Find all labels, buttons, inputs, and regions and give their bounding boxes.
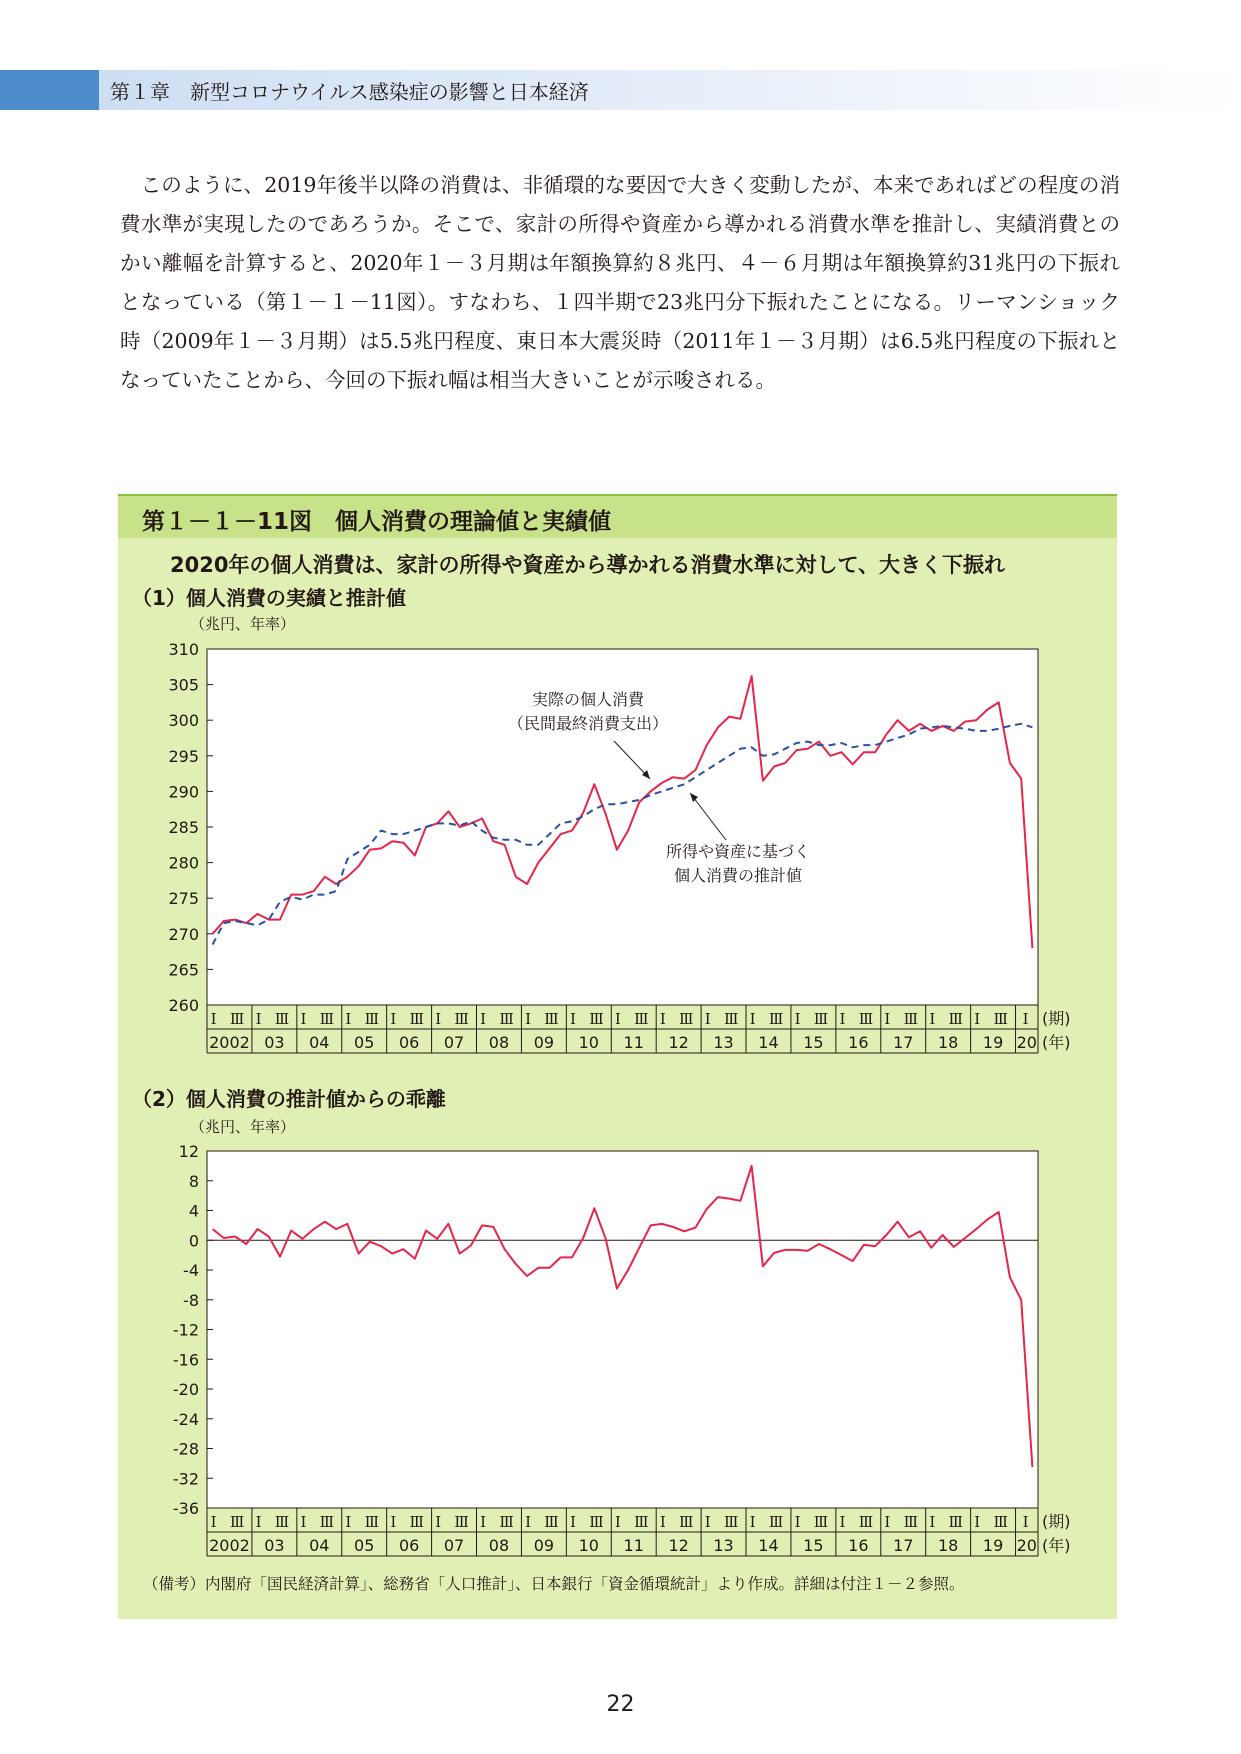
panel1-quarter-label: Ⅰ bbox=[614, 1010, 621, 1028]
panel1-quarter-label: Ⅲ bbox=[274, 1010, 290, 1028]
panel2-ytick-label: -32 bbox=[172, 1469, 199, 1489]
panel2-year-label: 11 bbox=[623, 1536, 644, 1555]
panel2-quarter-label: Ⅰ bbox=[300, 1513, 307, 1531]
panel2-quarter-label: Ⅲ bbox=[634, 1513, 649, 1531]
panel2-year-label: 13 bbox=[713, 1536, 734, 1555]
panel2-quarter-label: Ⅰ bbox=[435, 1513, 442, 1531]
panel1-ytick-label: 310 bbox=[168, 640, 199, 659]
panel1-year-label: 09 bbox=[533, 1033, 555, 1052]
panel2-title: （2）個人消費の推計値からの乖離 bbox=[132, 1087, 446, 1111]
chapter-title: 第１章 新型コロナウイルス感染症の影響と日本経済 bbox=[110, 80, 589, 104]
page-number: 22 bbox=[606, 1692, 635, 1717]
panel1-quarter-label: Ⅰ bbox=[480, 1010, 487, 1028]
panel1-quarter-label: Ⅰ bbox=[1022, 1010, 1029, 1028]
panel1-quarter-label: Ⅰ bbox=[210, 1010, 217, 1028]
panel1-quarter-label: Ⅲ bbox=[948, 1010, 964, 1028]
panel2-quarter-label: Ⅰ bbox=[390, 1513, 397, 1531]
panel2-ytick-label: -24 bbox=[172, 1409, 199, 1429]
panel2-quarter-label: Ⅲ bbox=[993, 1513, 1008, 1531]
panel1-quarter-label: Ⅰ bbox=[255, 1010, 262, 1028]
panel1-ytick-label: 265 bbox=[168, 960, 199, 980]
panel2-period-unit: (期) bbox=[1042, 1512, 1071, 1531]
panel1-quarter-label: Ⅰ bbox=[569, 1010, 576, 1028]
panel2-year-label: 05 bbox=[354, 1536, 375, 1555]
panel2-quarter-label: Ⅲ bbox=[229, 1513, 245, 1531]
annotation-actual-line1: 実際の個人消費 bbox=[531, 690, 645, 709]
panel1-quarter-label: Ⅲ bbox=[858, 1010, 874, 1028]
panel2-year-label: 14 bbox=[758, 1536, 779, 1555]
panel2-quarter-label: Ⅲ bbox=[409, 1513, 424, 1531]
panel1-year-label: 16 bbox=[848, 1033, 869, 1052]
panel1-period-unit: (期) bbox=[1042, 1009, 1071, 1028]
panel2-quarter-label: Ⅰ bbox=[255, 1513, 262, 1531]
panel1-year-label: 20 bbox=[1016, 1033, 1037, 1052]
panel1-quarter-label: Ⅲ bbox=[679, 1010, 694, 1028]
panel1-quarter-label: Ⅰ bbox=[749, 1010, 756, 1028]
panel1-quarter-label: Ⅰ bbox=[794, 1010, 801, 1028]
panel1-year-label: 13 bbox=[713, 1033, 734, 1052]
panel1-quarter-label: Ⅲ bbox=[993, 1010, 1008, 1028]
panel2-ytick-label: 8 bbox=[188, 1171, 199, 1191]
panel2-year-label: 08 bbox=[488, 1536, 510, 1555]
panel1-quarter-label: Ⅰ bbox=[974, 1010, 981, 1028]
panel2-quarter-label: Ⅲ bbox=[768, 1513, 784, 1531]
panel1-year-label: 06 bbox=[398, 1033, 420, 1052]
panel1-year-label: 15 bbox=[803, 1033, 824, 1052]
panel2-quarter-label: Ⅰ bbox=[659, 1513, 666, 1531]
panel1-ytick-label: 285 bbox=[168, 818, 199, 837]
figure-subtitle: 2020年の個人消費は、家計の所得や資産から導かれる消費水準に対して、大きく下振れ bbox=[170, 553, 1006, 577]
panel1-ytick-label: 280 bbox=[168, 853, 199, 873]
panel2-quarter-label: Ⅲ bbox=[903, 1513, 919, 1531]
panel2-year-label: 18 bbox=[937, 1536, 959, 1555]
panel1-year-label: 17 bbox=[893, 1033, 914, 1052]
panel1-quarter-label: Ⅰ bbox=[390, 1010, 397, 1028]
panel2-quarter-label: Ⅲ bbox=[723, 1513, 739, 1531]
panel2-quarter-label: Ⅲ bbox=[813, 1513, 829, 1531]
panel2-ytick-label: -16 bbox=[172, 1350, 199, 1370]
panel1-quarter-label: Ⅲ bbox=[499, 1010, 514, 1028]
panel1-year-label: 07 bbox=[443, 1033, 465, 1052]
panel1-quarter-label: Ⅰ bbox=[704, 1010, 711, 1028]
panel2-quarter-label: Ⅰ bbox=[704, 1513, 711, 1531]
panel2-quarter-label: Ⅰ bbox=[839, 1513, 846, 1531]
panel2-ytick-label: 12 bbox=[178, 1142, 199, 1161]
panel2-year-label: 17 bbox=[893, 1536, 914, 1555]
panel2-plot-area bbox=[207, 1151, 1038, 1508]
panel1-quarter-label: Ⅰ bbox=[435, 1010, 442, 1028]
panel1-quarter-label: Ⅲ bbox=[229, 1010, 245, 1028]
panel2-quarter-label: Ⅰ bbox=[210, 1513, 217, 1531]
panel1-year-label: 18 bbox=[937, 1033, 959, 1052]
panel1-year-label: 12 bbox=[668, 1033, 689, 1052]
panel1-quarter-label: Ⅰ bbox=[929, 1010, 936, 1028]
panel2-quarter-label: Ⅲ bbox=[858, 1513, 874, 1531]
panel2-quarter-label: Ⅲ bbox=[589, 1513, 604, 1531]
panel1-ytick-label: 275 bbox=[168, 889, 199, 909]
panel2-year-label: 10 bbox=[578, 1536, 599, 1555]
panel2-year-label: 16 bbox=[848, 1536, 869, 1555]
panel2-year-label: 15 bbox=[803, 1536, 824, 1555]
panel2-year-label: 19 bbox=[982, 1536, 1004, 1555]
panel1-title: （1）個人消費の実績と推計値 bbox=[132, 586, 406, 610]
panel1-quarter-label: Ⅲ bbox=[813, 1010, 829, 1028]
panel2-year-label: 06 bbox=[398, 1536, 420, 1555]
panel1-quarter-label: Ⅰ bbox=[525, 1010, 532, 1028]
panel1-year-label: 2002 bbox=[209, 1033, 250, 1052]
panel2-ytick-label: -20 bbox=[172, 1380, 199, 1399]
body-paragraph-text: このように、2019年後半以降の消費は、非循環的な要因で大きく変動したが、本来であればどの程度の消費水準が実現したのであろうか。そこで、家計の所得や資産から導かれる消費水準を推計し、実績消費とのかい離幅を計算すると、2020年１－３月期は年額換算約８兆円、４－６月期は年額換算約31兆円の下振れとなっている（第１－１－11図）。すなわち、１四半期で23兆円分下振れたことになる。リーマンショック時（2009年１－３月期）は5.5兆円程度、東日本大震災時（2011年１－３月期）は6.5兆円程度の下振れとなっていたことから、今回の下振れ幅は相当大きいことが示唆される。 bbox=[120, 173, 1121, 392]
panel1-ytick-label: 260 bbox=[168, 996, 199, 1015]
panel2-quarter-label: Ⅰ bbox=[480, 1513, 487, 1531]
panel2-year-label: 2002 bbox=[209, 1536, 250, 1555]
panel1-year-label: 08 bbox=[488, 1033, 510, 1052]
panel2-ytick-label: -28 bbox=[172, 1439, 199, 1459]
panel1-year-label: 14 bbox=[758, 1033, 779, 1052]
panel1-ytick-label: 305 bbox=[168, 675, 199, 695]
panel2-ytick-label: -12 bbox=[172, 1320, 199, 1340]
panel1-ytick-label: 290 bbox=[168, 782, 199, 802]
panel2-quarter-label: Ⅰ bbox=[614, 1513, 621, 1531]
panel2-year-label: 09 bbox=[533, 1536, 555, 1555]
panel1-quarter-label: Ⅲ bbox=[589, 1010, 604, 1028]
panel1-year-unit: (年) bbox=[1042, 1033, 1071, 1052]
panel1-unit-label: （兆円、年率） bbox=[190, 615, 296, 633]
panel2-quarter-label: Ⅰ bbox=[974, 1513, 981, 1531]
panel1-year-label: 04 bbox=[309, 1033, 330, 1052]
panel2-year-label: 07 bbox=[443, 1536, 465, 1555]
panel2-year-label: 04 bbox=[309, 1536, 330, 1555]
panel1-quarter-label: Ⅲ bbox=[364, 1010, 380, 1028]
panel2-quarter-label: Ⅲ bbox=[274, 1513, 290, 1531]
panel2-quarter-label: Ⅰ bbox=[1022, 1513, 1029, 1531]
panel1-year-label: 11 bbox=[623, 1033, 644, 1052]
panel1-quarter-label: Ⅲ bbox=[903, 1010, 919, 1028]
panel1-quarter-label: Ⅲ bbox=[454, 1010, 469, 1028]
panel2-quarter-label: Ⅰ bbox=[525, 1513, 532, 1531]
panel1-ytick-label: 300 bbox=[168, 711, 199, 731]
panel2-quarter-label: Ⅲ bbox=[544, 1513, 559, 1531]
panel2-quarter-label: Ⅲ bbox=[679, 1513, 694, 1531]
figure-title: 第１－１－11図 個人消費の理論値と実績値 bbox=[142, 509, 612, 535]
panel1-ytick-label: 295 bbox=[168, 746, 199, 766]
annotation-estimate-line1: 所得や資産に基づく bbox=[665, 842, 811, 861]
panel1-quarter-label: Ⅰ bbox=[839, 1010, 846, 1028]
panel1-quarter-label: Ⅰ bbox=[345, 1010, 352, 1028]
panel2-quarter-label: Ⅲ bbox=[364, 1513, 380, 1531]
panel2-ytick-label: 4 bbox=[188, 1201, 199, 1221]
panel2-ytick-label: -8 bbox=[183, 1290, 199, 1310]
panel1-ytick-label: 270 bbox=[168, 924, 199, 944]
panel1-quarter-label: Ⅰ bbox=[300, 1010, 307, 1028]
source-note: （備考）内閣府「国民経済計算」、総務省「人口推計」、日本銀行「資金循環統計」より作成。詳細は付注１－２参照。 bbox=[143, 1575, 965, 1593]
panel2-quarter-label: Ⅲ bbox=[499, 1513, 514, 1531]
panel1-quarter-label: Ⅲ bbox=[319, 1010, 335, 1028]
panel1-quarter-label: Ⅲ bbox=[409, 1010, 424, 1028]
panel1-year-label: 05 bbox=[354, 1033, 375, 1052]
panel1-year-label: 10 bbox=[578, 1033, 599, 1052]
panel2-year-unit: (年) bbox=[1042, 1536, 1071, 1555]
panel2-quarter-label: Ⅲ bbox=[948, 1513, 964, 1531]
panel2-ytick-label: -36 bbox=[172, 1499, 199, 1518]
annotation-estimate-line2: 個人消費の推計値 bbox=[673, 866, 803, 885]
panel2-year-label: 20 bbox=[1016, 1536, 1037, 1555]
panel2-year-label: 03 bbox=[264, 1536, 285, 1555]
panel1-quarter-label: Ⅰ bbox=[884, 1010, 891, 1028]
panel1-year-label: 03 bbox=[264, 1033, 285, 1052]
panel2-ytick-label: -4 bbox=[183, 1261, 199, 1280]
panel1-quarter-label: Ⅲ bbox=[544, 1010, 559, 1028]
panel2-quarter-label: Ⅰ bbox=[929, 1513, 936, 1531]
panel1-quarter-label: Ⅲ bbox=[768, 1010, 784, 1028]
panel1-quarter-label: Ⅲ bbox=[634, 1010, 649, 1028]
panel2-quarter-label: Ⅰ bbox=[569, 1513, 576, 1531]
annotation-actual-line2: （民間最終消費支出） bbox=[507, 714, 669, 733]
panel2-quarter-label: Ⅰ bbox=[794, 1513, 801, 1531]
panel2-quarter-label: Ⅰ bbox=[749, 1513, 756, 1531]
panel2-quarter-label: Ⅰ bbox=[884, 1513, 891, 1531]
panel2-unit-label: （兆円、年率） bbox=[190, 1118, 296, 1136]
panel2-quarter-label: Ⅲ bbox=[319, 1513, 335, 1531]
panel2-year-label: 12 bbox=[668, 1536, 689, 1555]
panel2-quarter-label: Ⅰ bbox=[345, 1513, 352, 1531]
panel2-ytick-label: 0 bbox=[188, 1231, 199, 1251]
panel2-quarter-label: Ⅲ bbox=[454, 1513, 469, 1531]
panel1-year-label: 19 bbox=[982, 1033, 1004, 1052]
panel1-quarter-label: Ⅰ bbox=[659, 1010, 666, 1028]
panel1-quarter-label: Ⅲ bbox=[723, 1010, 739, 1028]
